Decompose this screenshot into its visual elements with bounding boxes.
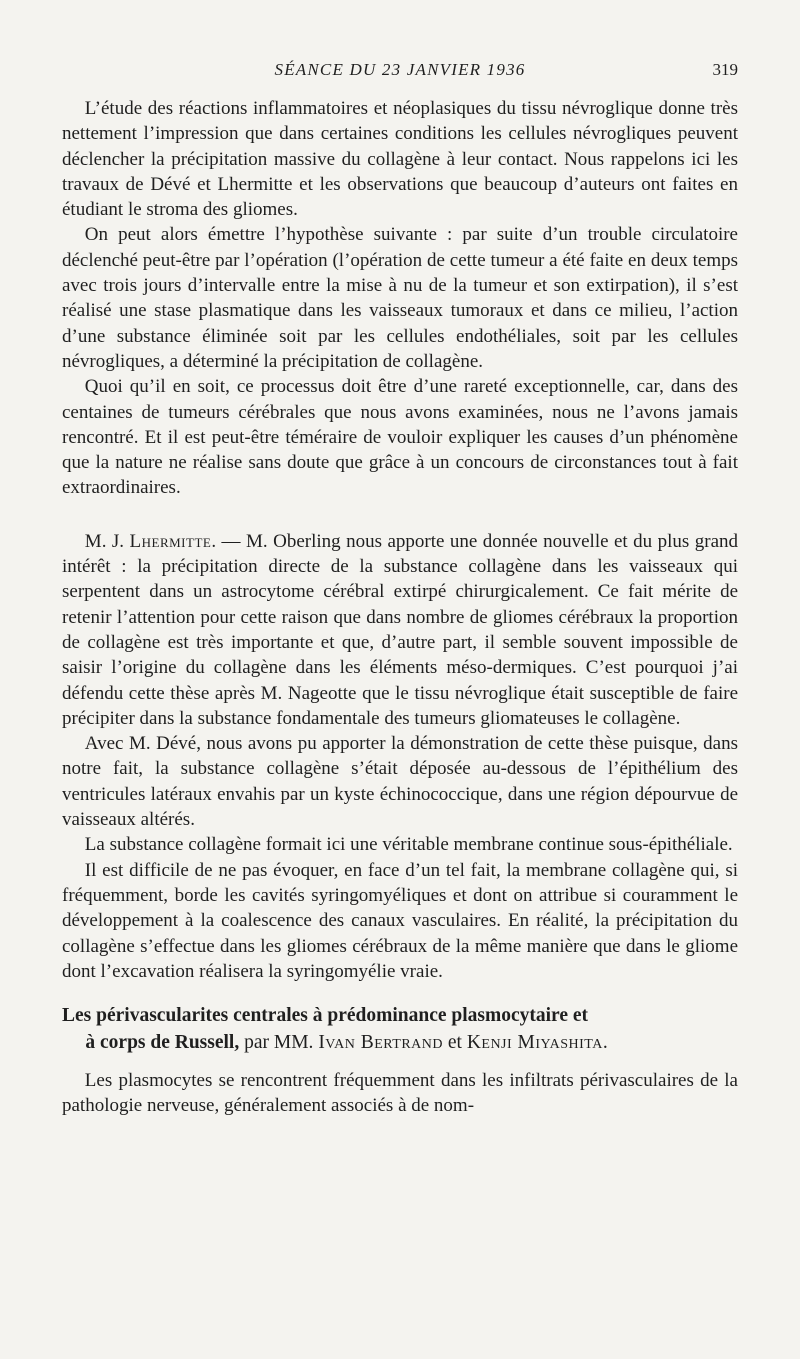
article-body	[62, 96, 738, 1119]
section-gap	[62, 501, 738, 529]
heading-gap	[62, 984, 738, 1002]
paragraph-6: La substance collagène formait ici une véritable membrane continue sous-épithéliale.	[84, 834, 733, 856]
author-1: Ivan Bertrand	[318, 1032, 443, 1054]
paragraph-1: L’étude des réactions inflammatoires et néoplasiques du tissu névroglique donne très nettement l’impression que dans certaines conditions les cellules névrogliques peuvent déclencher la précipitation massive du collagène à leur contact. Nous rappelons ici les travaux de Dévé et Lhermitte et les observations que beaucoup d’auteurs ont faites en étudiant le stroma des gliomes.	[62, 98, 738, 221]
paragraph-7: Il est difficile de ne pas évoquer, en face d’un tel fait, la membrane collagène qui, si fréquemment, borde les cavités syringomyéliques et dont on attribue si couramment le développement à la coalescence des canaux vasculaires. En réalité, la précipitation du collagène s’effectue dans les gliomes cérébraux de la même manière que dans le gliome dont l’excavation réalisera la syringomyélie vraie.	[62, 859, 738, 982]
heading-line-2-title: à corps de Russell,	[85, 1032, 240, 1054]
speaker-prefix: M. J.	[84, 530, 130, 552]
heading-by: par MM.	[239, 1032, 319, 1054]
running-head-title: SÉANCE DU 23 JANVIER 1936	[274, 60, 526, 79]
paragraph-5: Avec M. Dévé, nous avons pu apporter la démonstration de cette thèse puisque, dans notre fait, la substance collagène s’était déposée au-dessous de l’épithélium des ventricules latéraux envahis par un kyste échinococcique, dans une région dépourvue de vaisseaux altérés.	[62, 733, 738, 831]
section-heading	[62, 1002, 738, 1056]
running-head	[62, 60, 738, 86]
paragraph-3: Quoi qu’il en soit, ce processus doit être d’une rareté exceptionnelle, car, dans des centaines de tumeurs cérébrales que nous avons examinées, nous ne l’avons jamais rencontré. Et il est peut-être téméraire de vouloir expliquer les causes d’un phénomène que la nature ne réalise sans doute que grâce à un concours de circonstances tout à fait extraordinaires.	[62, 376, 738, 499]
speaker-name: Lhermitte	[129, 530, 212, 552]
heading-line-1: Les périvascularites centrales à prédominance plasmocytaire et	[62, 1005, 589, 1027]
paragraph-2: On peut alors émettre l’hypothèse suivante : par suite d’un trouble circulatoire déclenché peut-être par l’opération (l’opération de cette tumeur a été faite en deux temps avec trois jours d’intervalle entre la mise à nu de la tumeur et son extirpation), il s’est réalisé une stase plasmatique dans les vaisseaux tumoraux et dans ce milieu, l’action d’une substance éliminée soit par les cellules endothéliales, soit par les cellules névrogliques, a déterminé la précipitation de collagène.	[62, 224, 738, 372]
heading-end: .	[602, 1032, 608, 1054]
last-paragraph: Les plasmocytes se rencontrent fréquemment dans les infiltrats périvasculaires de la pathologie nerveuse, généralement associés à de nom-	[62, 1070, 738, 1117]
page-number: 319	[712, 60, 738, 79]
heading-and: et	[442, 1032, 467, 1054]
paragraph-4-text: . — M. Oberling nous apporte une donnée nouvelle et du plus grand intérêt : la précipitation directe de la substance collagène dans les vaisseaux qui serpentent dans un astrocytome cérébral extirpé chirurgicalement. Ce fait mérite de retenir l’attention pour cette raison que dans nombre de gliomes cérébraux la proportion de collagène est très importante et que, d’autre part, il semble souvent impossible de saisir l’origine du collagène dans les éléments méso-dermiques. C’est pourquoi j’ai défendu cette thèse après M. Nageotte que le tissu névroglique était susceptible de faire précipiter dans la substance fondamentale des tumeurs gliomateuses le collagène.	[62, 530, 739, 729]
paragraph-4-lhermitte	[62, 529, 738, 731]
heading-line-2	[62, 1029, 738, 1056]
heading-after-gap	[62, 1056, 738, 1068]
author-2: Kenji Miyashita	[466, 1032, 603, 1054]
